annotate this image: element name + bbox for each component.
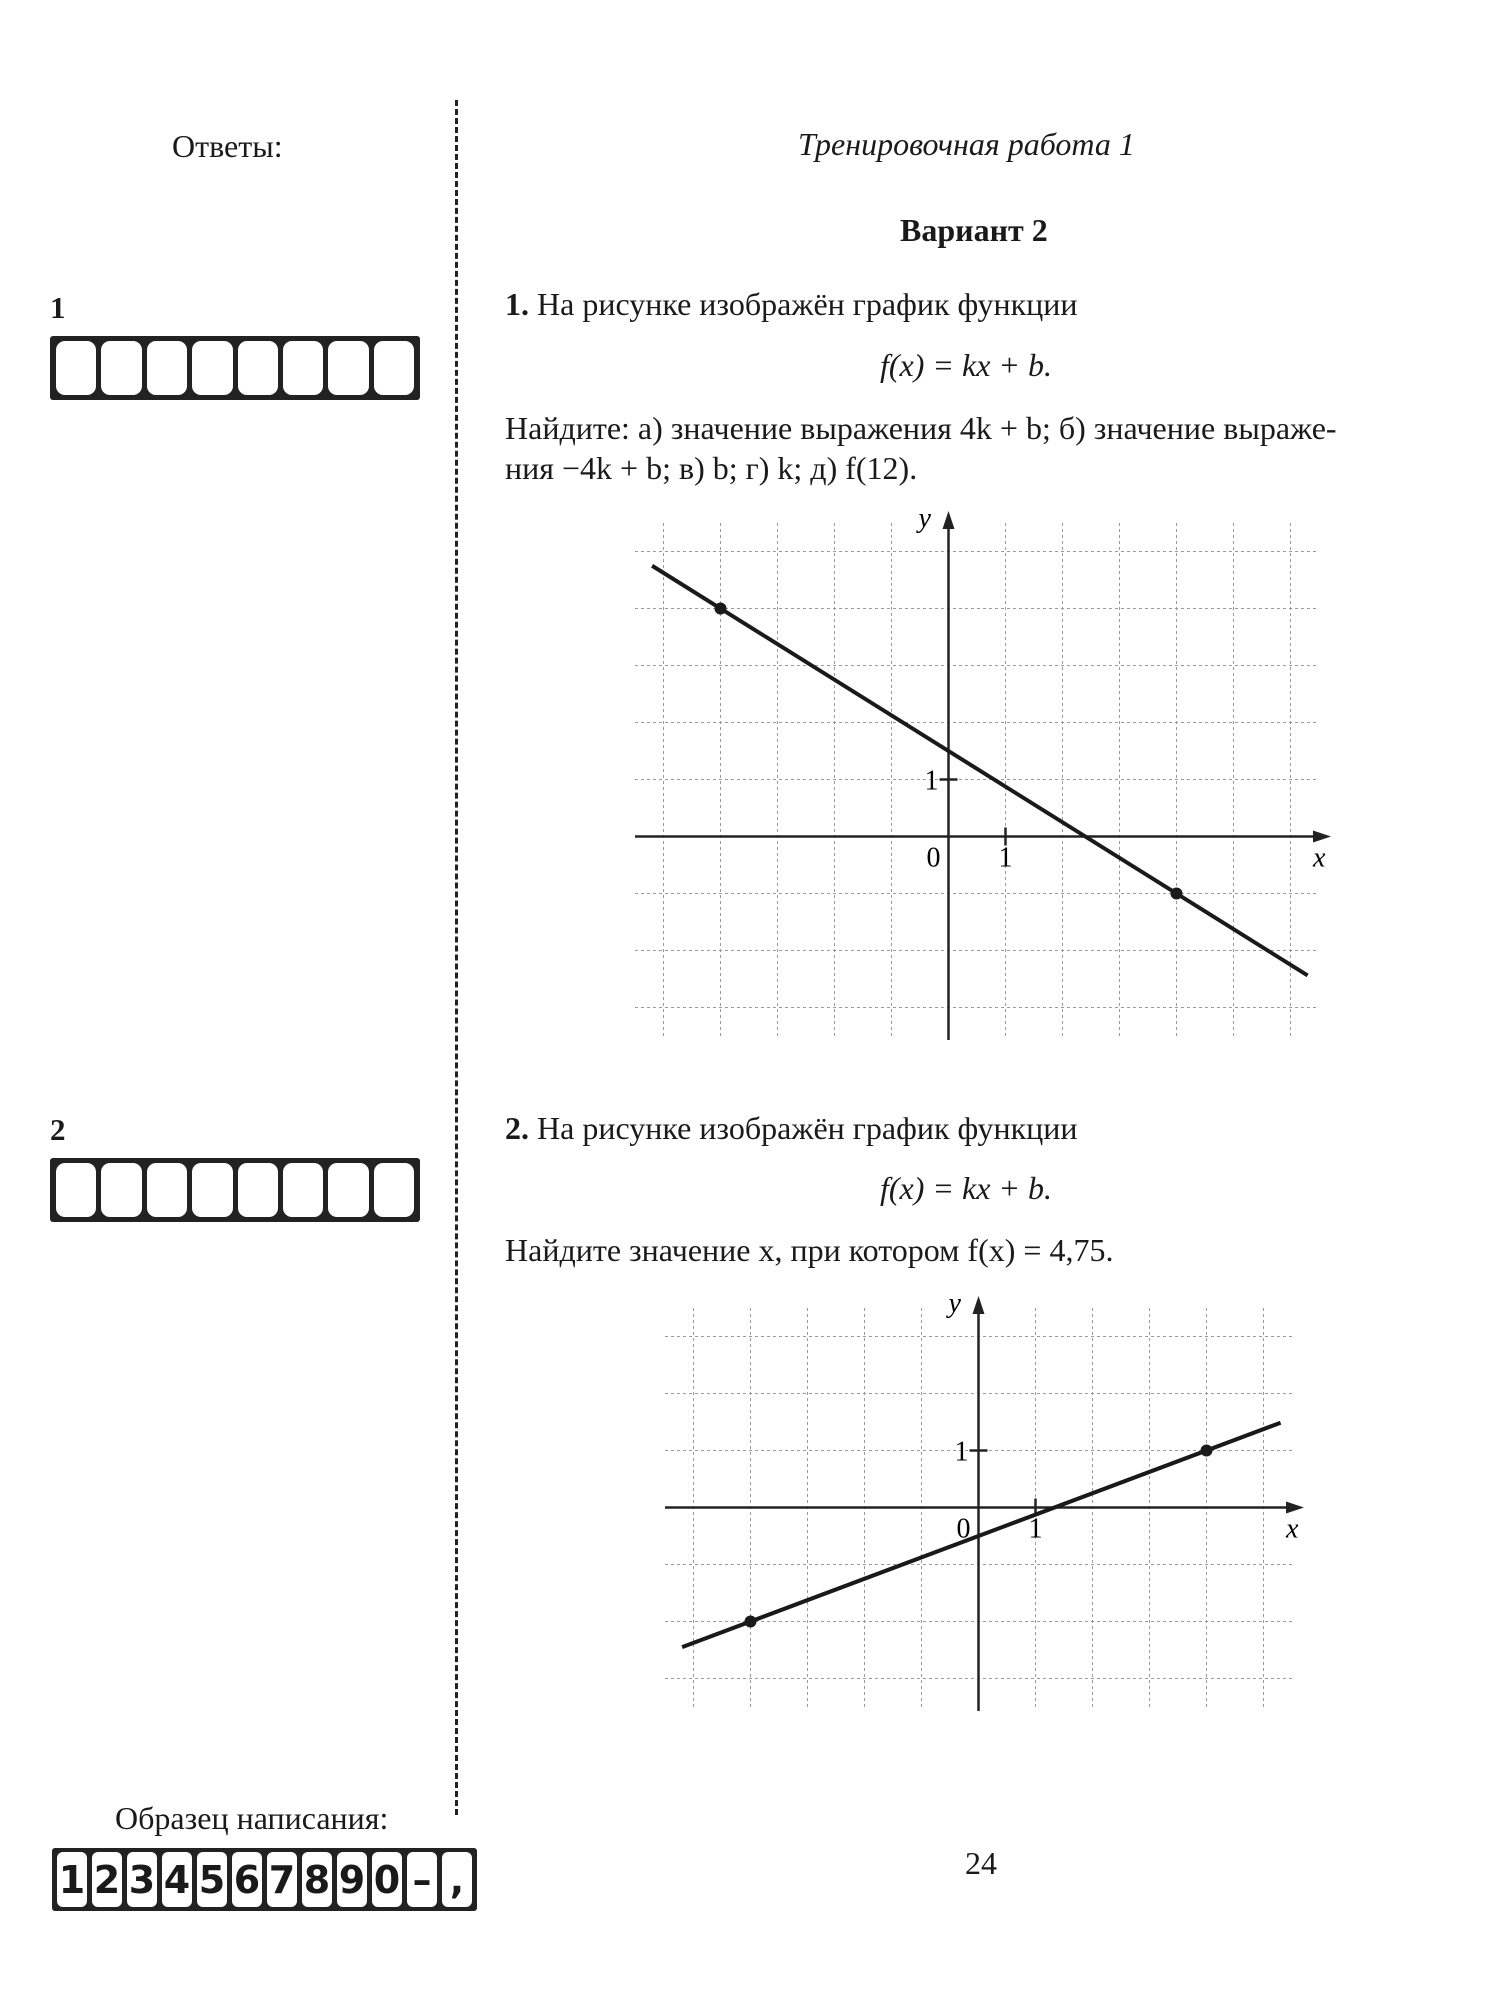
answer-cell[interactable] — [56, 1163, 96, 1217]
sample-digit: , — [442, 1852, 472, 1907]
problem-1-intro — [505, 286, 1078, 323]
problem-1-number: 1. — [505, 286, 529, 322]
sample-digit: 1 — [57, 1852, 87, 1907]
answers-label: Ответы: — [172, 128, 283, 164]
sample-digit: 4 — [162, 1852, 192, 1907]
sample-digits — [52, 1848, 477, 1911]
problem-1-formula: f(x) = kx + b. — [880, 347, 1052, 383]
problem-1-task-line2: ния −4k + b; в) b; г) k; д) f(12). — [505, 450, 918, 486]
answer-cell[interactable] — [374, 341, 414, 395]
sample-label: Образец написания: — [115, 1800, 389, 1836]
sample-digit: – — [407, 1852, 437, 1907]
origin-label: 0 — [926, 842, 941, 874]
function-line — [682, 1423, 1281, 1647]
x-axis-label: x — [1313, 842, 1326, 874]
problem-1-task-line1: Найдите: а) значение выражения 4k + b; б) значение выраже- — [505, 410, 1337, 446]
sample-digit: 5 — [197, 1852, 227, 1907]
x-axis-arrow — [1313, 831, 1331, 843]
x-tick-label: 1 — [1028, 1513, 1043, 1545]
answer-cell[interactable] — [238, 1163, 278, 1217]
graph-point — [1171, 888, 1183, 900]
answer-cell[interactable] — [101, 1163, 141, 1217]
problem-2-formula: f(x) = kx + b. — [880, 1170, 1052, 1206]
origin-label: 0 — [956, 1513, 971, 1545]
problem-1-graph — [620, 505, 1340, 1060]
problem-2-graph — [650, 1290, 1340, 1750]
graph-point — [1201, 1445, 1213, 1457]
answer-cell[interactable] — [147, 341, 187, 395]
variant-heading: Вариант 2 — [900, 212, 1048, 248]
y-axis-label: y — [918, 505, 931, 534]
answer-cell[interactable] — [328, 1163, 368, 1217]
answer-1-number: 1 — [50, 290, 66, 325]
sample-digit: 0 — [372, 1852, 402, 1907]
sample-digit: 3 — [127, 1852, 157, 1907]
sample-digit: 6 — [232, 1852, 262, 1907]
answer-cell[interactable] — [238, 341, 278, 395]
x-tick-label: 1 — [998, 842, 1013, 874]
y-axis-label: y — [948, 1290, 961, 1319]
sample-digit: 9 — [337, 1852, 367, 1907]
sample-digit: 7 — [267, 1852, 297, 1907]
answer-cell[interactable] — [192, 1163, 232, 1217]
page-title: Тренировочная работа 1 — [798, 126, 1135, 162]
problem-2-task: Найдите значение x, при котором f(x) = 4,75. — [505, 1232, 1114, 1268]
y-tick-label: 1 — [954, 1436, 969, 1468]
answer-cell[interactable] — [374, 1163, 414, 1217]
sample-digit: 8 — [302, 1852, 332, 1907]
function-line — [652, 566, 1308, 976]
x-axis-arrow — [1286, 1502, 1304, 1514]
y-axis-arrow — [973, 1296, 985, 1314]
problem-2-intro-text: На рисунке изображён график функции — [537, 1110, 1078, 1146]
graph-point — [715, 603, 727, 615]
sample-digit: 2 — [92, 1852, 122, 1907]
answer-2-number: 2 — [50, 1112, 66, 1147]
graph-point — [745, 1616, 757, 1628]
answer-cell[interactable] — [101, 341, 141, 395]
y-axis-arrow — [943, 511, 955, 529]
graph-grid — [635, 523, 1319, 1036]
answer-cell[interactable] — [328, 341, 368, 395]
y-tick-label: 1 — [924, 765, 939, 797]
answer-cell[interactable] — [147, 1163, 187, 1217]
problem-1-intro-text: На рисунке изображён график функции — [537, 286, 1078, 322]
cut-line-divider — [455, 100, 458, 1815]
answer-1-boxes[interactable] — [50, 336, 420, 400]
answer-cell[interactable] — [192, 341, 232, 395]
page-number: 24 — [965, 1845, 997, 1881]
answer-cell[interactable] — [283, 1163, 323, 1217]
answer-cell[interactable] — [56, 341, 96, 395]
x-axis-label: x — [1286, 1513, 1299, 1545]
problem-2-number: 2. — [505, 1110, 529, 1146]
answer-2-boxes[interactable] — [50, 1158, 420, 1222]
answer-cell[interactable] — [283, 341, 323, 395]
problem-2-intro — [505, 1110, 1078, 1147]
